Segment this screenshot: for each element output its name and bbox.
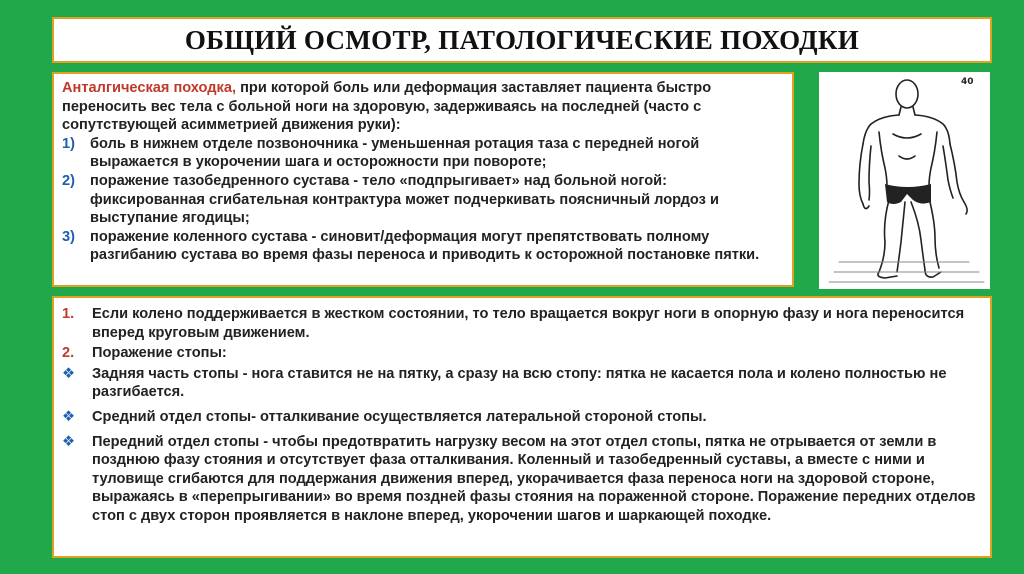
list-text: боль в нижнем отделе позвоночника - уменьшенная ротация таза с передней ногой выражается в укорочении шага и осторожности при повороте; [90, 135, 700, 171]
list-number: 3) [62, 228, 75, 245]
figure-label: 40 [961, 77, 974, 87]
list-text: поражение тазобедренного сустава - тело «подпрыгивает» над больной ногой: фиксированная сгибательная контрактура может подчеркивать поясничный лордоз и выступание ягодицы; [90, 172, 719, 227]
list-text: Передний отдел стопы - чтобы предотвратить нагрузку весом на этот отдел стопы, пятка не отрывается от земли в позднюю фазу стояния и отсутствует фаза отталкивания. Коленный и тазобедренный суставы, а вместе с ними и туловище сгибаются для поддержания движения вперед, укорачивается фаза переноса ноги на здоровой стороне, выражаясь в «перепрыгивании» во время поздней фазы стояния на пораженной стороне. Поражение передних отделов стоп с двух сторон проявляется в наклоне вперед, укорочении шагов и шаркающей походке. [92, 433, 976, 524]
list-item [62, 228, 784, 265]
diamond-bullet-icon: ❖ [62, 408, 76, 425]
title-box [52, 17, 992, 63]
list-item [62, 433, 982, 526]
intro-text: при которой боль или деформация заставляет пациента быстро переносить вес тела с больной ноги на здоровую, задерживаясь на последней (часто с сопутствующей асимметрией движения руки): [62, 80, 712, 134]
diamond-bullet-icon: ❖ [62, 433, 76, 450]
list-item [62, 344, 982, 363]
list-number: 2. [62, 345, 75, 362]
intro-paragraph [62, 79, 784, 135]
list-number: 1. [62, 306, 75, 322]
list-item [62, 408, 982, 427]
list-text: поражение коленного сустава - синовит/деформация могут препятствовать полному разгибанию сустава во время фазы переноса и приводить к осторожной постановке пятки. [90, 228, 760, 264]
antalgic-gait-box [52, 72, 794, 287]
intro-accent: Анталгическая походка, [62, 80, 237, 96]
page-title: ОБЩИЙ ОСМОТР, ПАТОЛОГИЧЕСКИЕ ПОХОДКИ [184, 24, 860, 55]
gait-figure [819, 72, 990, 289]
top-list [62, 135, 784, 265]
list-text: Задняя часть стопы - нога ставится не на пятку, а сразу на всю стопу: пятка не касается пола и колено полностью не разгибается. [92, 365, 947, 401]
list-text: Если колено поддерживается в жестком состоянии, то тело вращается вокруг ноги в опорную фазу и нога переносится вперед круговым движением. [92, 306, 965, 341]
walking-man-illustration [819, 72, 990, 289]
gait-details-box [52, 296, 992, 558]
list-item [62, 172, 784, 228]
list-text: Средний отдел стопы- отталкивание осуществляется латеральной стороной стопы. [92, 408, 707, 425]
list-number: 2) [62, 172, 75, 189]
list-item [62, 305, 982, 342]
list-text: Поражение стопы: [92, 345, 227, 362]
list-item [62, 135, 784, 172]
list-item [62, 365, 982, 402]
list-number: 1) [62, 135, 75, 152]
diamond-bullet-icon: ❖ [62, 365, 76, 382]
